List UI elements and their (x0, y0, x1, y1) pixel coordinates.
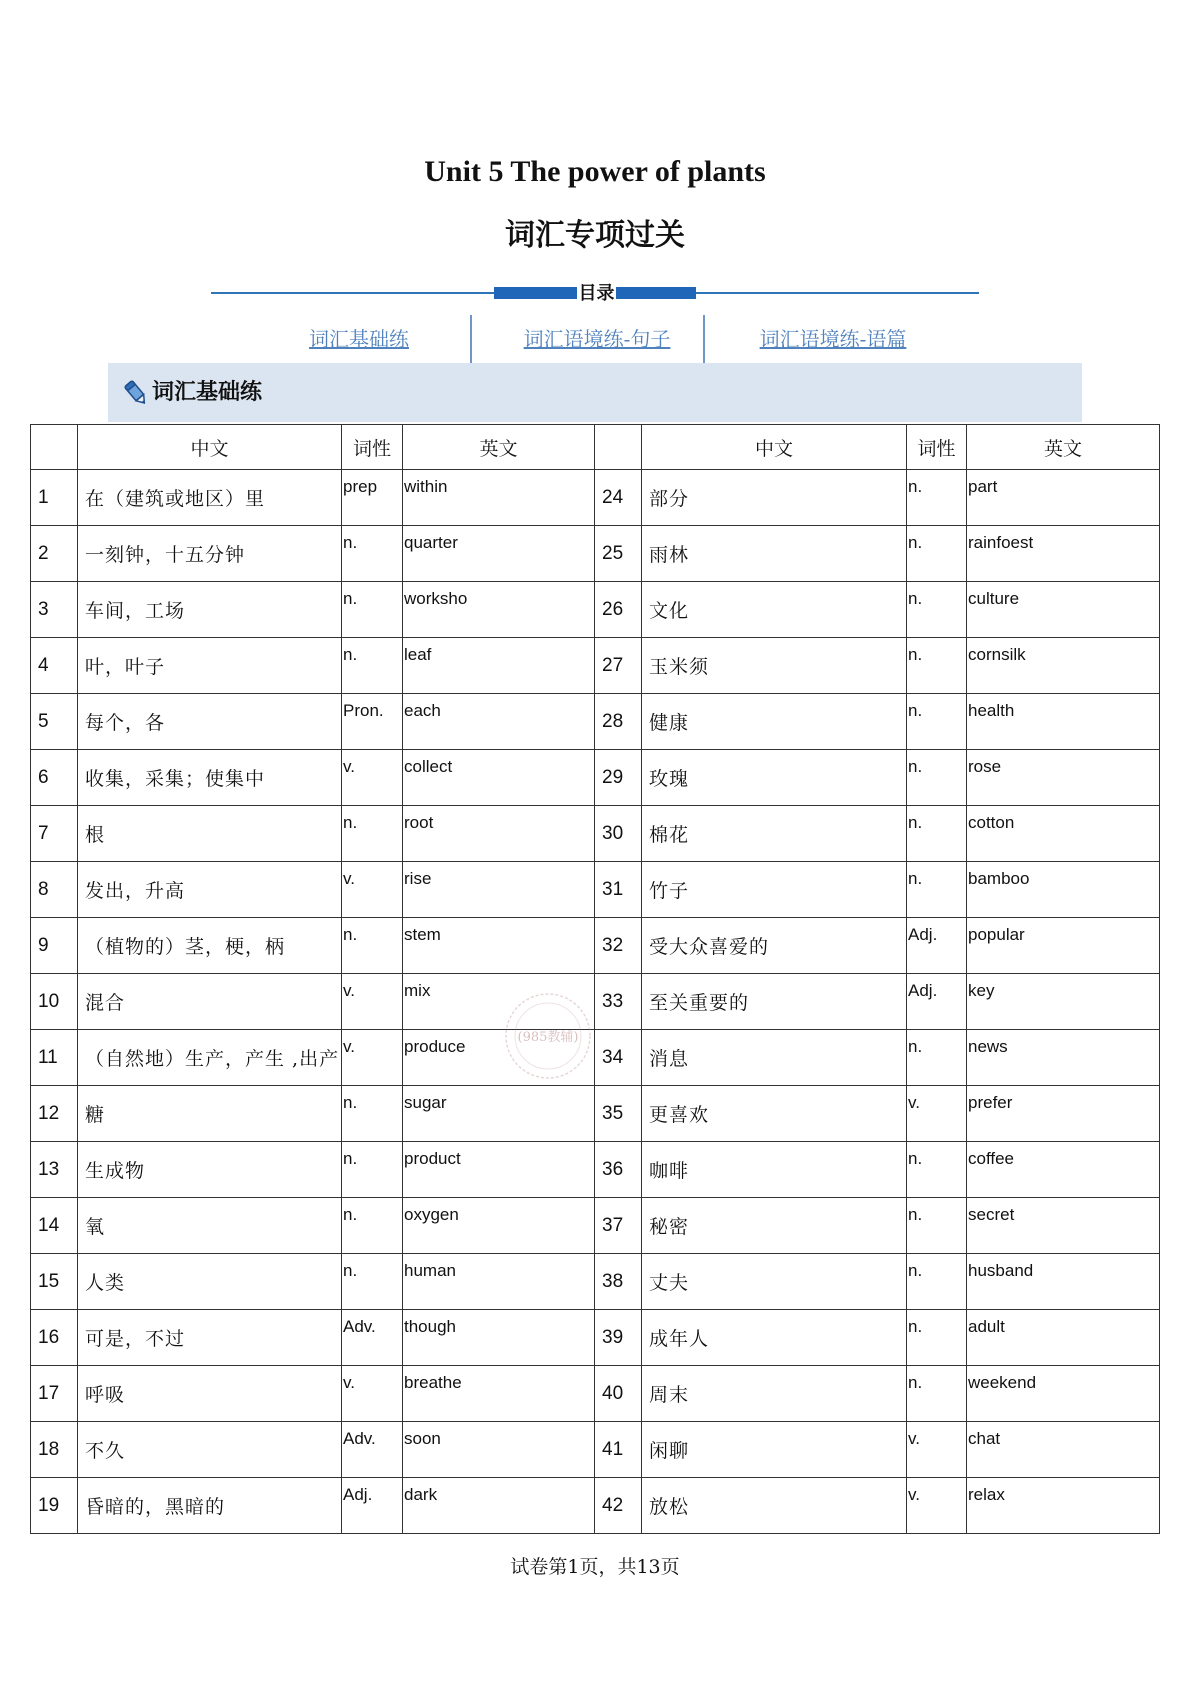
part-of-speech: n. (907, 806, 967, 862)
part-of-speech: v. (342, 1366, 403, 1422)
chinese-meaning: 棉花 (642, 806, 907, 862)
english-word: though (403, 1310, 595, 1366)
chinese-meaning: 昏暗的，黑暗的 (78, 1478, 342, 1534)
chinese-meaning: 更喜欢 (642, 1086, 907, 1142)
table-header-row (31, 425, 1160, 470)
chinese-meaning: 文化 (642, 582, 907, 638)
item-number: 11 (31, 1030, 78, 1086)
section-header (108, 363, 1082, 422)
chinese-meaning: 消息 (642, 1030, 907, 1086)
section-title: 词汇基础练 (152, 379, 263, 404)
part-of-speech: n. (342, 582, 403, 638)
english-word: mix (403, 974, 595, 1030)
item-number: 15 (31, 1254, 78, 1310)
part-of-speech: n. (907, 582, 967, 638)
chinese-meaning: 每个，各 (78, 694, 342, 750)
item-number: 8 (31, 862, 78, 918)
table-row (31, 974, 1160, 1030)
english-word: produce (403, 1030, 595, 1086)
divider-rule-right (696, 292, 979, 294)
english-word: key (967, 974, 1160, 1030)
part-of-speech: prep (342, 470, 403, 526)
part-of-speech: v. (907, 1422, 967, 1478)
toc-separator (703, 315, 705, 363)
divider-bar-right (616, 287, 696, 299)
item-number: 10 (31, 974, 78, 1030)
part-of-speech: n. (907, 1366, 967, 1422)
chinese-meaning: 雨林 (642, 526, 907, 582)
header-blank (595, 425, 642, 470)
part-of-speech: v. (342, 974, 403, 1030)
toc-link-context-sentences[interactable]: 词汇语境练-句子 (523, 327, 671, 351)
table-row (31, 1198, 1160, 1254)
english-word: rise (403, 862, 595, 918)
header-pos: 词性 (907, 425, 967, 470)
item-number: 28 (595, 694, 642, 750)
english-word: part (967, 470, 1160, 526)
header-english: 英文 (403, 425, 595, 470)
part-of-speech: n. (342, 526, 403, 582)
item-number: 38 (595, 1254, 642, 1310)
table-row (31, 638, 1160, 694)
header-english: 英文 (967, 425, 1160, 470)
item-number: 5 (31, 694, 78, 750)
item-number: 31 (595, 862, 642, 918)
part-of-speech: v. (907, 1086, 967, 1142)
part-of-speech: n. (907, 1030, 967, 1086)
english-word: weekend (967, 1366, 1160, 1422)
english-word: oxygen (403, 1198, 595, 1254)
watermark-text: (985教辅) (517, 1030, 579, 1045)
chinese-meaning: 车间，工场 (78, 582, 342, 638)
part-of-speech: v. (342, 750, 403, 806)
part-of-speech: n. (907, 470, 967, 526)
chinese-meaning: 不久 (78, 1422, 342, 1478)
toc-label: 目录 (578, 283, 615, 303)
part-of-speech: n. (342, 1086, 403, 1142)
chinese-meaning: 玉米须 (642, 638, 907, 694)
part-of-speech: v. (907, 1478, 967, 1534)
item-number: 34 (595, 1030, 642, 1086)
item-number: 29 (595, 750, 642, 806)
english-word: health (967, 694, 1160, 750)
header-chinese: 中文 (642, 425, 907, 470)
part-of-speech: Adj. (907, 918, 967, 974)
table-row (31, 1142, 1160, 1198)
item-number: 33 (595, 974, 642, 1030)
item-number: 24 (595, 470, 642, 526)
english-word: culture (967, 582, 1160, 638)
part-of-speech: n. (342, 918, 403, 974)
table-row (31, 1310, 1160, 1366)
item-number: 37 (595, 1198, 642, 1254)
chinese-meaning: 可是，不过 (78, 1310, 342, 1366)
part-of-speech: Adv. (342, 1422, 403, 1478)
item-number: 36 (595, 1142, 642, 1198)
item-number: 41 (595, 1422, 642, 1478)
chinese-meaning: 收集，采集；使集中 (78, 750, 342, 806)
chinese-meaning: 咖啡 (642, 1142, 907, 1198)
english-word: product (403, 1142, 595, 1198)
part-of-speech: n. (907, 694, 967, 750)
toc-divider (211, 284, 979, 302)
chinese-meaning: 成年人 (642, 1310, 907, 1366)
part-of-speech: n. (907, 1142, 967, 1198)
watermark-stamp (503, 991, 593, 1081)
chinese-meaning: 竹子 (642, 862, 907, 918)
english-word: quarter (403, 526, 595, 582)
english-word: root (403, 806, 595, 862)
item-number: 19 (31, 1478, 78, 1534)
item-number: 2 (31, 526, 78, 582)
item-number: 25 (595, 526, 642, 582)
table-row (31, 470, 1160, 526)
item-number: 7 (31, 806, 78, 862)
chinese-meaning: 受大众喜爱的 (642, 918, 907, 974)
toc-link-context-passage[interactable]: 词汇语境练-语篇 (759, 327, 907, 351)
english-word: cornsilk (967, 638, 1160, 694)
chinese-meaning: 生成物 (78, 1142, 342, 1198)
english-word: soon (403, 1422, 595, 1478)
chinese-meaning: 玫瑰 (642, 750, 907, 806)
page-subtitle: 词汇专项过关 (505, 218, 685, 253)
table-row (31, 694, 1160, 750)
english-word: collect (403, 750, 595, 806)
item-number: 30 (595, 806, 642, 862)
table-row (31, 526, 1160, 582)
chinese-meaning: 发出，升高 (78, 862, 342, 918)
item-number: 1 (31, 470, 78, 526)
item-number: 26 (595, 582, 642, 638)
chinese-meaning: 呼吸 (78, 1366, 342, 1422)
chinese-meaning: 糖 (78, 1086, 342, 1142)
table-row (31, 806, 1160, 862)
table-row (31, 1030, 1160, 1086)
item-number: 32 (595, 918, 642, 974)
english-word: prefer (967, 1086, 1160, 1142)
part-of-speech: n. (342, 806, 403, 862)
part-of-speech: Pron. (342, 694, 403, 750)
item-number: 27 (595, 638, 642, 694)
english-word: dark (403, 1478, 595, 1534)
toc-link-basic-vocab[interactable]: 词汇基础练 (309, 327, 409, 351)
chinese-meaning: 至关重要的 (642, 974, 907, 1030)
part-of-speech: n. (342, 1198, 403, 1254)
chinese-meaning: 氧 (78, 1198, 342, 1254)
item-number: 3 (31, 582, 78, 638)
chinese-meaning: 一刻钟，十五分钟 (78, 526, 342, 582)
pencil-icon (122, 379, 150, 407)
item-number: 12 (31, 1086, 78, 1142)
header-chinese: 中文 (78, 425, 342, 470)
part-of-speech: n. (907, 750, 967, 806)
english-word: coffee (967, 1142, 1160, 1198)
chinese-meaning: 在（建筑或地区）里 (78, 470, 342, 526)
toc-links (0, 315, 1190, 363)
divider-bar-left (494, 287, 577, 299)
english-word: each (403, 694, 595, 750)
chinese-meaning: 人类 (78, 1254, 342, 1310)
english-word: bamboo (967, 862, 1160, 918)
item-number: 9 (31, 918, 78, 974)
chinese-meaning: 部分 (642, 470, 907, 526)
part-of-speech: n. (907, 1198, 967, 1254)
item-number: 39 (595, 1310, 642, 1366)
part-of-speech: n. (342, 1254, 403, 1310)
chinese-meaning: （植物的）茎，梗，柄 (78, 918, 342, 974)
english-word: relax (967, 1478, 1160, 1534)
item-number: 4 (31, 638, 78, 694)
part-of-speech: n. (342, 638, 403, 694)
english-word: within (403, 470, 595, 526)
item-number: 14 (31, 1198, 78, 1254)
english-word: secret (967, 1198, 1160, 1254)
vocabulary-table (30, 424, 1160, 1534)
item-number: 18 (31, 1422, 78, 1478)
chinese-meaning: （自然地）生产，产生 ,出产 (78, 1030, 342, 1086)
header-pos: 词性 (342, 425, 403, 470)
table-row (31, 1422, 1160, 1478)
english-word: husband (967, 1254, 1160, 1310)
part-of-speech: n. (907, 526, 967, 582)
table-row (31, 1254, 1160, 1310)
toc-separator (470, 315, 472, 363)
header-blank (31, 425, 78, 470)
part-of-speech: n. (907, 862, 967, 918)
chinese-meaning: 叶，叶子 (78, 638, 342, 694)
chinese-meaning: 根 (78, 806, 342, 862)
part-of-speech: Adj. (907, 974, 967, 1030)
part-of-speech: Adj. (342, 1478, 403, 1534)
part-of-speech: v. (342, 862, 403, 918)
divider-rule-left (211, 292, 494, 294)
english-word: rainfoest (967, 526, 1160, 582)
english-word: rose (967, 750, 1160, 806)
part-of-speech: n. (907, 638, 967, 694)
part-of-speech: v. (342, 1030, 403, 1086)
chinese-meaning: 周末 (642, 1366, 907, 1422)
table-row (31, 750, 1160, 806)
chinese-meaning: 混合 (78, 974, 342, 1030)
chinese-meaning: 闲聊 (642, 1422, 907, 1478)
english-word: worksho (403, 582, 595, 638)
item-number: 6 (31, 750, 78, 806)
part-of-speech: Adv. (342, 1310, 403, 1366)
table-row (31, 582, 1160, 638)
table-row (31, 1086, 1160, 1142)
part-of-speech: n. (907, 1310, 967, 1366)
english-word: popular (967, 918, 1160, 974)
english-word: stem (403, 918, 595, 974)
english-word: news (967, 1030, 1160, 1086)
english-word: cotton (967, 806, 1160, 862)
table-row (31, 862, 1160, 918)
english-word: human (403, 1254, 595, 1310)
item-number: 40 (595, 1366, 642, 1422)
english-word: chat (967, 1422, 1160, 1478)
chinese-meaning: 放松 (642, 1478, 907, 1534)
item-number: 17 (31, 1366, 78, 1422)
page-footer: 试卷第1页，共13页 (510, 1556, 680, 1578)
item-number: 16 (31, 1310, 78, 1366)
chinese-meaning: 健康 (642, 694, 907, 750)
part-of-speech: n. (342, 1142, 403, 1198)
english-word: leaf (403, 638, 595, 694)
english-word: sugar (403, 1086, 595, 1142)
table-row (31, 1478, 1160, 1534)
page-title: Unit 5 The power of plants (424, 155, 766, 188)
english-word: adult (967, 1310, 1160, 1366)
english-word: breathe (403, 1366, 595, 1422)
chinese-meaning: 丈夫 (642, 1254, 907, 1310)
item-number: 35 (595, 1086, 642, 1142)
item-number: 42 (595, 1478, 642, 1534)
part-of-speech: n. (907, 1254, 967, 1310)
chinese-meaning: 秘密 (642, 1198, 907, 1254)
table-row (31, 918, 1160, 974)
item-number: 13 (31, 1142, 78, 1198)
table-row (31, 1366, 1160, 1422)
